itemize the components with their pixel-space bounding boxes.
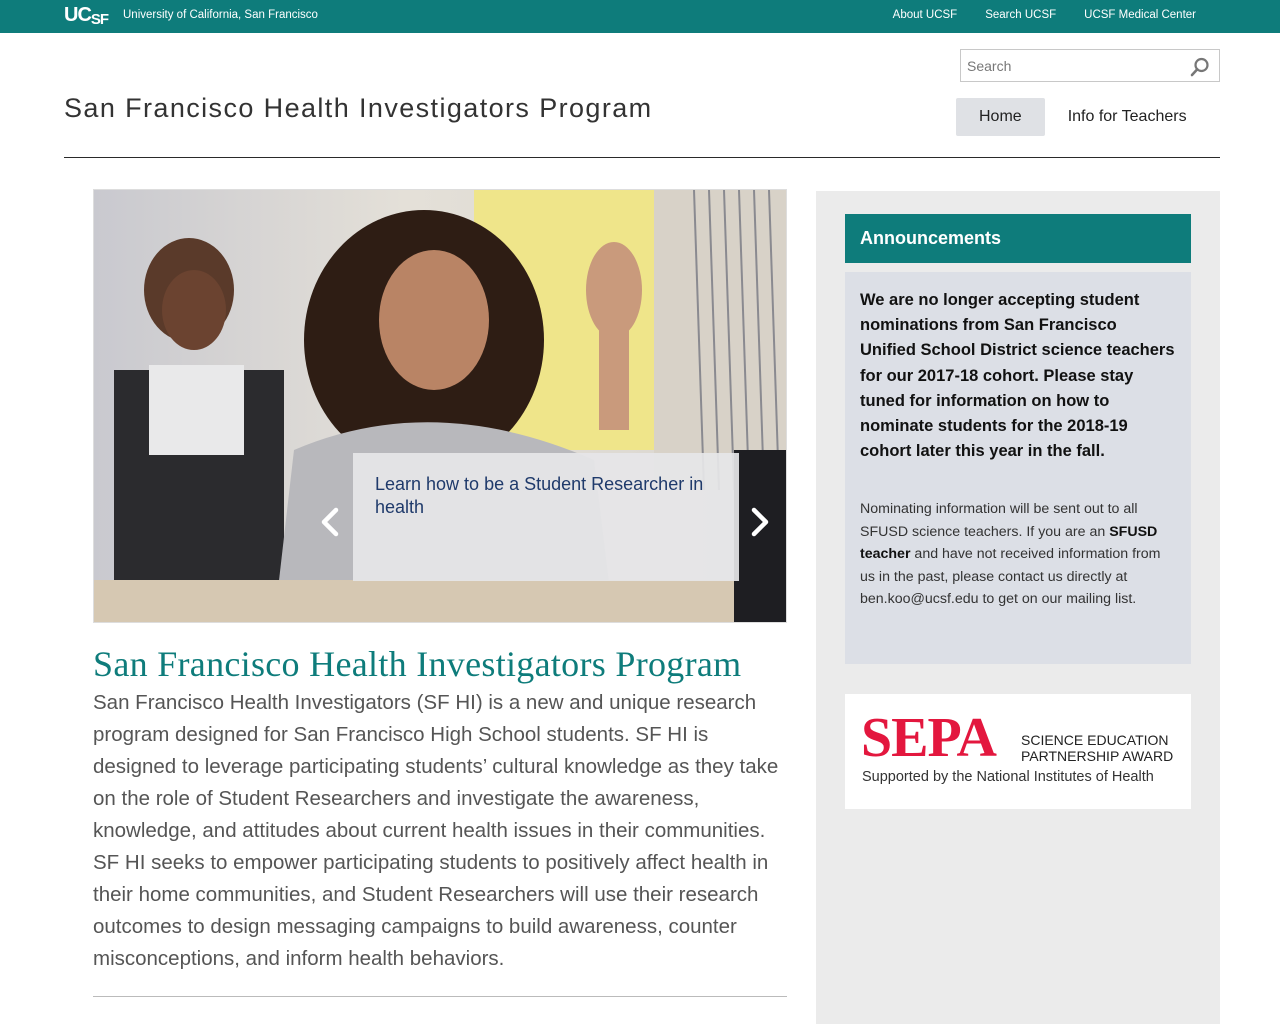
sepa-mark: SEPA <box>861 707 996 769</box>
hero-carousel[interactable] <box>93 189 787 623</box>
ucsf-medical-center-link[interactable]: UCSF Medical Center <box>1084 9 1196 21</box>
header-divider <box>64 157 1220 158</box>
main-nav <box>956 98 1210 136</box>
search-icon[interactable] <box>1189 56 1211 78</box>
search-box <box>960 49 1220 82</box>
announcements-heading: Announcements <box>845 214 1191 263</box>
program-description: San Francisco Health Investigators (SF HI) is a new and unique research program designed for San Francisco High School students. SF HI is designed to leverage participating students’ cultural knowledge as they take on the role of Student Researchers and investigate the awareness, knowledge, and attitudes about current health issues in their communities. SF HI seeks to empower participating students to positively affect health in their home communities, and Student Researchers will use their research outcomes to design messaging campaigns to build awareness, counter misconceptions, and inform health behaviors. <box>93 691 779 970</box>
chevron-right-icon[interactable] <box>744 504 774 540</box>
nav-item-info-for-teachers[interactable]: Info for Teachers <box>1067 108 1187 125</box>
university-name[interactable]: University of California, San Francisco <box>123 9 318 21</box>
announcement-text: Nominating information will be sent out to all SFUSD science teachers. If you are an SFUSD teacher and have not received information from us in the past, please contact us directly at ben.koo@ucsf.edu to get on our mailing list. <box>860 501 1161 608</box>
site-title[interactable]: San Francisco Health Investigators Program <box>64 93 653 123</box>
announcement-bold-text: We are no longer accepting student nominations from San Francisco Unified School District science teachers for our 2017-18 cohort. Please stay tuned for information on how to nominate students for the 2018-19 cohort later this year in the fall. <box>860 291 1175 461</box>
chevron-left-icon[interactable] <box>316 504 346 540</box>
ucsf-logo[interactable] <box>64 5 108 29</box>
ucsf-logo-mark: UCSF <box>64 3 109 28</box>
main-heading: San Francisco Health Investigators Program <box>93 644 742 684</box>
search-input[interactable] <box>961 50 1181 81</box>
about-ucsf-link[interactable]: About UCSF <box>892 9 958 21</box>
content-divider <box>93 996 787 997</box>
carousel-caption[interactable] <box>353 453 739 581</box>
sepa-title: SCIENCE EDUCATION PARTNERSHIP AWARD <box>1021 732 1174 764</box>
sepa-logo[interactable] <box>845 694 1191 809</box>
top-bar <box>0 0 1280 33</box>
top-links <box>893 9 1196 21</box>
search-ucsf-link[interactable]: Search UCSF <box>985 9 1057 21</box>
sfusd-teacher-emphasis: SFUSD teacher <box>860 523 1158 563</box>
sepa-subtitle: Supported by the National Institutes of Health <box>862 769 1154 785</box>
announcements-body <box>845 272 1191 664</box>
carousel-caption-text[interactable]: Learn how to be a Student Researcher in health <box>375 474 704 517</box>
nav-item-home[interactable]: Home <box>956 98 1045 136</box>
